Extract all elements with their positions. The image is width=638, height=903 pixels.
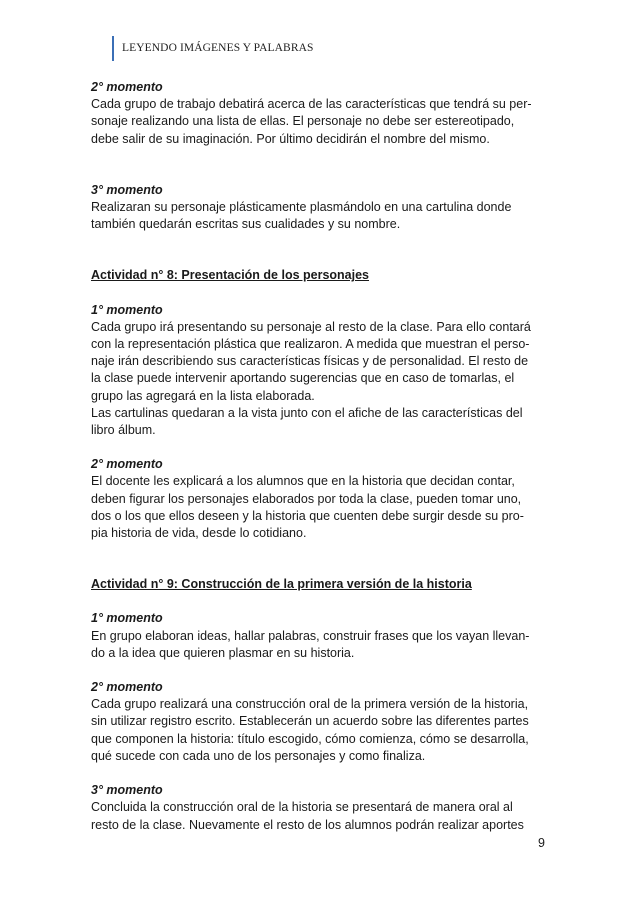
header-accent-bar — [112, 36, 114, 61]
text-line: sin utilizar registro escrito. Establecerán un acuerdo sobre las diferentes partes — [91, 714, 529, 729]
text-line: sonaje realizando una lista de ellas. El personaje no debe ser estereotipado, — [91, 114, 515, 129]
text-line: libro álbum. — [91, 423, 156, 438]
text-line: con la representación plástica que realizaron. A medida que muestran el perso- — [91, 337, 530, 352]
paragraph — [91, 799, 551, 833]
moment-heading: 2° momento — [91, 680, 163, 695]
text-line: Concluida la construcción oral de la historia se presentará de manera oral al — [91, 800, 513, 815]
page-number: 9 — [538, 836, 545, 850]
text-line: Cada grupo de trabajo debatirá acerca de las características que tendrá su per- — [91, 97, 532, 112]
paragraph — [91, 96, 551, 148]
moment-heading: 1° momento — [91, 611, 163, 626]
section-b1 — [91, 79, 551, 148]
spacer — [91, 662, 551, 679]
text-line: deben figurar los personajes elaborados por toda la clase, pueden tomar uno, — [91, 491, 522, 506]
running-header: LEYENDO IMÁGENES Y PALABRAS — [122, 42, 314, 54]
text-line: dos o los que ellos deseen y la historia que cuenten debe surgir desde su pro- — [91, 508, 524, 523]
page-body — [91, 79, 551, 834]
spacer — [91, 765, 551, 782]
text-line: Cada grupo realizará una construcción oral de la primera versión de la historia, — [91, 697, 529, 712]
text-line: pia historia de vida, desde lo cotidiano. — [91, 526, 307, 541]
text-line: do a la idea que quieren plasmar en su historia. — [91, 645, 355, 660]
section-b3 — [91, 302, 551, 440]
spacer — [91, 285, 551, 302]
text-line: En grupo elaboran ideas, hallar palabras, construir frases que los vayan llevan- — [91, 628, 530, 643]
text-line: la clase puede intervenir aportando sugerencias que en caso de tomarlas, el — [91, 371, 515, 386]
section-b2 — [91, 182, 551, 234]
paragraph — [91, 319, 551, 439]
spacer — [91, 439, 551, 456]
spacer — [91, 542, 551, 576]
section-b7 — [91, 782, 551, 834]
section-b4 — [91, 456, 551, 542]
paragraph — [91, 473, 551, 542]
text-line: que componen la historia: título escogido, cómo comienza, cómo se desarrolla, — [91, 731, 529, 746]
text-line: grupo las agregará en la lista elaborada. — [91, 388, 315, 403]
text-line: resto de la clase. Nuevamente el resto de los alumnos podrán realizar aportes — [91, 817, 524, 832]
text-line: debe salir de su imaginación. Por último decidirán el nombre del mismo. — [91, 131, 490, 146]
activity-8-title: Actividad n° 8: Presentación de los personajes — [91, 268, 370, 283]
moment-heading: 2° momento — [91, 80, 163, 94]
spacer — [91, 233, 551, 267]
text-line: Las cartulinas quedaran a la vista junto con el afiche de las características del — [91, 405, 523, 420]
moment-heading: 1° momento — [91, 302, 163, 317]
text-line: Cada grupo irá presentando su personaje al resto de la clase. Para ello contará — [91, 319, 531, 334]
spacer — [91, 148, 551, 182]
paragraph — [91, 199, 551, 233]
paragraph — [91, 696, 551, 765]
text-line: El docente les explicará a los alumnos que en la historia que decidan contar, — [91, 474, 515, 489]
text-line: qué sucede con cada uno de los personajes y como finaliza. — [91, 748, 426, 763]
activity-9-title: Actividad n° 9: Construcción de la primera versión de la historia — [91, 577, 472, 592]
section-b5 — [91, 610, 551, 662]
moment-heading: 3° momento — [91, 783, 163, 798]
text-line: naje irán describiendo sus características físicas y de personalidad. El resto de — [91, 354, 529, 369]
moment-heading: 3° momento — [91, 182, 163, 197]
paragraph — [91, 628, 551, 662]
moment-heading: 2° momento — [91, 457, 163, 472]
section-b6 — [91, 679, 551, 765]
text-line: Realizaran su personaje plásticamente plasmándolo en una cartulina donde — [91, 200, 512, 215]
spacer — [91, 593, 551, 610]
text-line: también quedarán escritas sus cualidades y su nombre. — [91, 217, 401, 232]
